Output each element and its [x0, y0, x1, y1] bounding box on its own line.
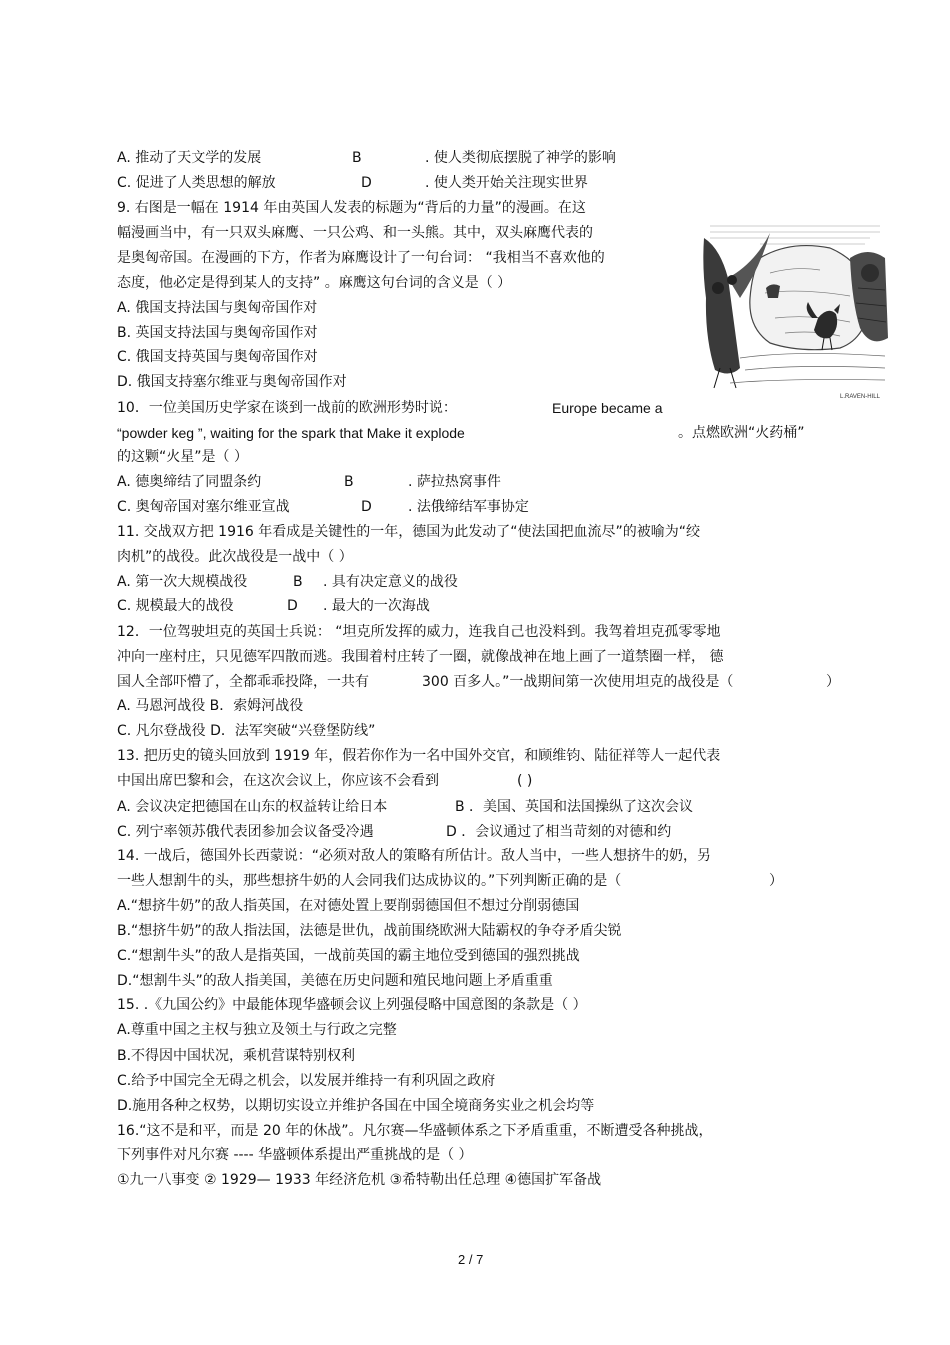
q15-option-a: A.尊重中国之主权与独立及领土与行政之完整 — [117, 1022, 397, 1038]
q10-option-b-letter: B — [344, 474, 354, 490]
q14-answer-paren: ） — [769, 873, 783, 889]
q11-option-d: . 最大的一次海战 — [323, 598, 430, 614]
q8-option-b-letter: B — [352, 150, 362, 166]
q10-stem-3: 的这颗“火星”是（ ） — [117, 449, 248, 465]
q16-items: ①九一八事变 ② 1929— 1933 年经济危机 ③希特勒出任总理 ④德国扩军备战 — [117, 1172, 602, 1188]
q10-stem-1-english: Europe became a — [552, 400, 663, 416]
cartoon-signature: L.RAVEN-HILL — [840, 394, 880, 400]
q8-option-d: . 使人类开始关注现实世界 — [425, 175, 588, 191]
q10-option-a: A. 德奥缔结了同盟条约 — [117, 474, 262, 490]
q9-stem-2: 幅漫画当中，有一只双头麻鹰、一只公鸡、和一头熊。其中，双头麻鹰代表的 — [117, 225, 593, 241]
q14-option-c: C.“想割牛头”的敌人是指英国，一战前英国的霸主地位受到德国的强烈挑战 — [117, 948, 580, 964]
q8-option-d-letter: D — [361, 175, 372, 191]
page-number: 2 / 7 — [458, 1252, 484, 1267]
cartoon-illustration — [700, 218, 890, 403]
q13-answer-paren: ( ) — [517, 773, 533, 789]
q16-stem-2: 下列事件对凡尔赛 ---- 华盛顿体系提出严重挑战的是（ ） — [117, 1147, 473, 1163]
q10-stem-2: 。点燃欧洲“火药桶” — [678, 425, 805, 441]
q12-options-cd: C. 凡尔登战役 D．法军突破“兴登堡防线” — [117, 723, 376, 739]
q13-option-b: B ．美国、英国和法国操纵了这次会议 — [455, 799, 694, 815]
q15-option-c: C.给予中国完全无碍之机会，以发展并维持一有利巩固之政府 — [117, 1073, 496, 1089]
q11-option-d-letter: D — [287, 598, 298, 614]
q13-stem-1: 13. 把历史的镜头回放到 1919 年，假若你作为一名中国外交官，和顾维钧、陆征祥等人一起代表 — [117, 748, 721, 764]
q10-option-d: . 法俄缔结军事协定 — [408, 499, 529, 515]
q10-option-b: . 萨拉热窝事件 — [408, 474, 501, 490]
q14-option-a: A.“想挤牛奶”的敌人指英国，在对德处置上要削弱德国但不想过分削弱德国 — [117, 898, 580, 914]
q11-option-b-letter: B — [293, 574, 303, 590]
q12-stem-3: 国人全部吓懵了，全都乖乖投降，一共有 — [117, 674, 369, 690]
q10-stem-1: 10．一位美国历史学家在谈到一战前的欧洲形势时说： — [117, 400, 457, 416]
q14-stem-1: 14. 一战后，德国外长西蒙说：“必须对敌人的策略有所估计。敌人当中，一些人想挤牛的奶，另 — [117, 848, 711, 864]
q10-option-d-letter: D — [361, 499, 372, 515]
q9-stem-4: 态度，他必定是得到某人的支持” 。麻鹰这句台词的含义是（ ） — [117, 275, 512, 291]
q12-options-ab: A. 马恩河战役 B．索姆河战役 — [117, 698, 304, 714]
q14-option-d: D.“想割牛头”的敌人指美国，美德在历史问题和殖民地问题上矛盾重重 — [117, 973, 553, 989]
q14-stem-2: 一些人想割牛的头，那些想挤牛奶的人会同我们达成协议的。”下列判断正确的是（ — [117, 873, 622, 889]
q11-stem-2: 肉机”的战役。此次战役是一战中（ ） — [117, 549, 353, 565]
q14-option-b: B.“想挤牛奶”的敌人指法国，法德是世仇，战前围绕欧洲大陆霸权的争夺矛盾尖锐 — [117, 923, 622, 939]
q13-option-d: D ．会议通过了相当苛刻的对德和约 — [446, 824, 672, 840]
q12-answer-paren: ） — [826, 674, 840, 690]
q11-option-b: . 具有决定意义的战役 — [323, 574, 458, 590]
q11-option-a: A. 第一次大规模战役 — [117, 574, 248, 590]
q9-stem-1: 9. 右图是一幅在 1914 年由英国人发表的标题为“背后的力量”的漫画。在这 — [117, 200, 586, 216]
q12-stem-3b: 300 百多人。”一战期间第一次使用坦克的战役是（ — [422, 674, 734, 690]
q15-option-b: B.不得因中国状况，乘机营谋特别权利 — [117, 1048, 356, 1064]
q13-stem-2: 中国出席巴黎和会，在这次会议上，你应该不会看到 — [117, 773, 439, 789]
q9-option-c: C. 俄国支持英国与奥匈帝国作对 — [117, 349, 318, 365]
q8-option-c: C. 促进了人类思想的解放 — [117, 175, 276, 191]
q11-option-c: C. 规模最大的战役 — [117, 598, 234, 614]
q11-stem-1: 11. 交战双方把 1916 年看成是关键性的一年，德国为此发动了“使法国把血流尽”的被喻为“绞 — [117, 524, 701, 540]
q9-stem-3: 是奥匈帝国。在漫画的下方，作者为麻鹰设计了一句台词： “我相当不喜欢他的 — [117, 250, 605, 266]
q9-option-d: D. 俄国支持塞尔维亚与奥匈帝国作对 — [117, 374, 347, 390]
q8-option-b: . 使人类彻底摆脱了神学的影响 — [425, 150, 616, 166]
q9-option-a: A. 俄国支持法国与奥匈帝国作对 — [117, 300, 318, 316]
q10-option-c: C. 奥匈帝国对塞尔维亚宣战 — [117, 499, 290, 515]
q9-option-b: B. 英国支持法国与奥匈帝国作对 — [117, 325, 318, 341]
q10-stem-2-english: “powder keg ”, waiting for the spark that Make it explode — [117, 425, 465, 441]
q12-stem-1: 12．一位驾驶坦克的英国士兵说： “坦克所发挥的威力，连我自己也没料到。我驾着坦克孤零零地 — [117, 624, 721, 640]
q12-stem-2: 冲向一座村庄，只见德军四散而逃。我围着村庄转了一圈，就像战神在地上画了一道禁圈一样， 德 — [117, 649, 724, 665]
q13-option-a: A. 会议决定把德国在山东的权益转让给日本 — [117, 799, 388, 815]
q16-stem-1: 16.“这不是和平，而是 20 年的休战”。凡尔赛—华盛顿体系之下矛盾重重，不断遭受各种挑战， — [117, 1123, 713, 1139]
q8-option-a: A. 推动了天文学的发展 — [117, 150, 262, 166]
q15-stem: 15. .《九国公约》中最能体现华盛顿会议上列强侵略中国意图的条款是（ ） — [117, 997, 587, 1013]
q13-option-c: C. 列宁率领苏俄代表团参加会议备受冷遇 — [117, 824, 374, 840]
q15-option-d: D.施用各种之权势，以期切实设立并维护各国在中国全境商务实业之机会均等 — [117, 1098, 595, 1114]
